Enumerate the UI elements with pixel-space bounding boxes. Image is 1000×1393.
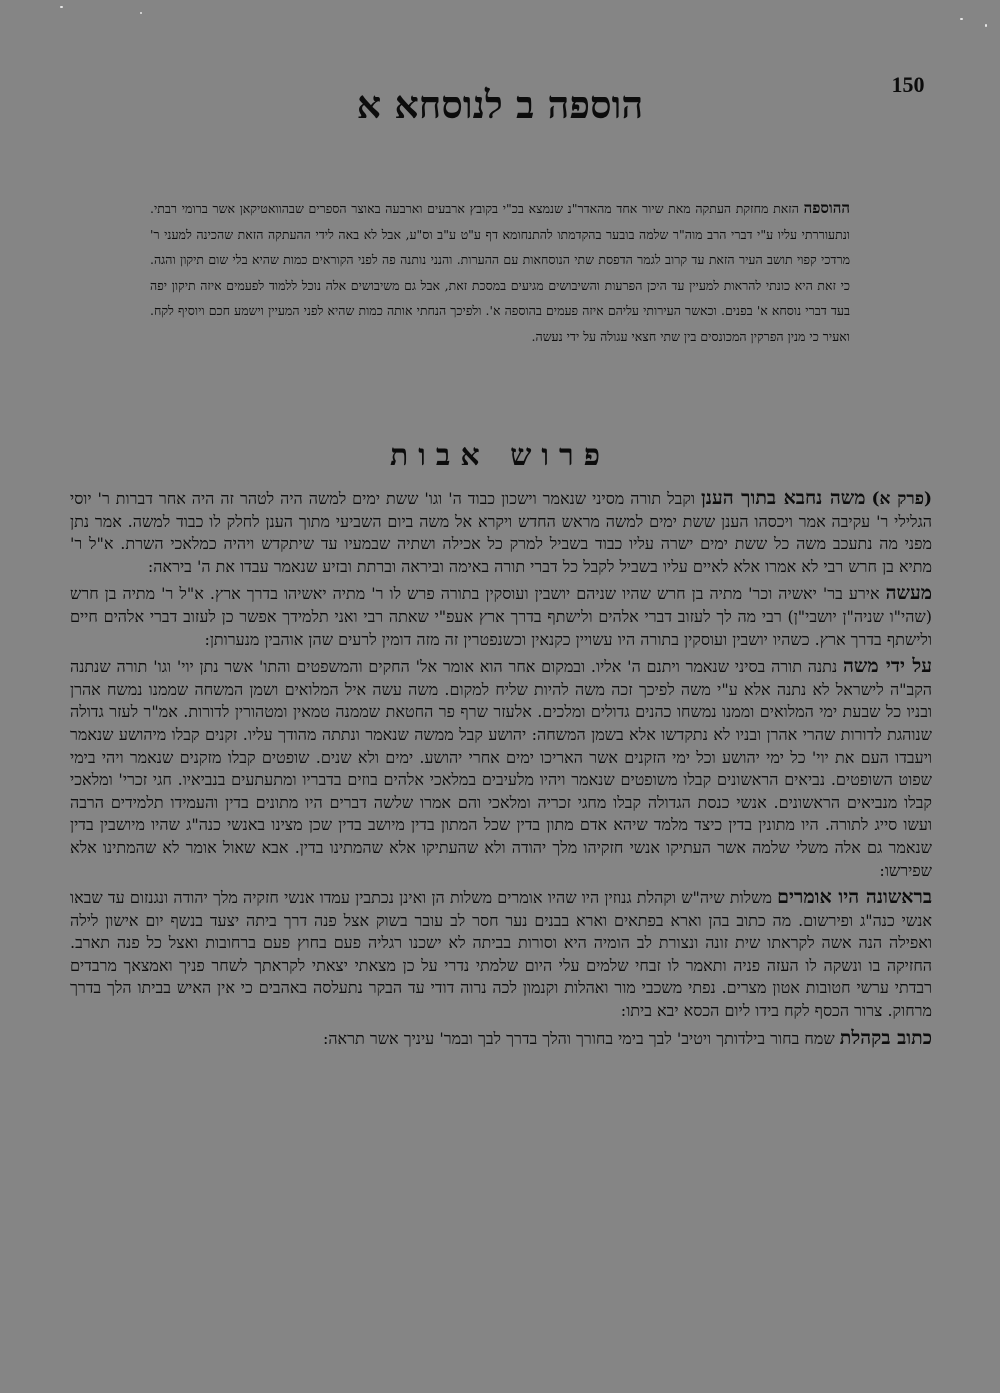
intro-lead-word: ההוספה — [803, 199, 850, 217]
lemma-heading: על ידי משה — [842, 655, 932, 678]
commentary-body — [70, 487, 932, 1050]
commentary-paragraph-4 — [70, 886, 932, 1023]
paragraph-text: משלות שיה"ש וקהלת גנוזין היו שהיו אומרים משלות הן ואינן נכתבין עמדו אנשי חזקיה מלך יהודה ונגנזום עד שבאו אנשי כנה"ג ופירשום. מה כתוב בהן וארא בפתאים וארא בבנים נער חסר לב עובר בשוק אצל פנה דרך ביתה יצעד בנשף יום אישון לילה ואפילה הנה אשה לקראתו שית זונה ונצורת לב הומיה היא וסורות בביתה לא ישכנו רגליה פעם בחוץ פעם ברחובות ואצל כל פנה תארב. החזיקה בו ונשקה לו העזה פניה ותאמר לו זבחי שלמים עלי היום שלמתי נדרי על כן מצאתי יצאתי לקראתך לשחר פניך ואמצאך מרבדים רבדתי ערשי חטובות אטון מצרים. נפתי משכבי מור ואהלות וקנמון לכה נרוה דודי עד הבקר נתעלסה באהבים כי אין האיש בביתו הלך בדרך מרחוק. צרור הכסף לקח בידו ליום הכסא יבא ביתו: — [70, 888, 933, 1021]
page-number: 150 — [891, 72, 925, 97]
chapter-marker: (פרק א) — [871, 489, 932, 509]
paragraph-text: אירע בר' יאשיה וכר' מתיה בן חרש שהיו שניהם יושבין ועוסקין בתורה פרש לו ר' מתיה יאשיהו בדרך ארץ. א"ל ר' מתיה בן חרש (שהי"ו שניה"ן יושבי"ן) רבי מה לך לעזוב דברי אלהים ולישתף בדרך ארץ אעפ"י שאתה רבי ואני תלמידך אפשר כן לעזוב דברי אלהים חיים ולישתף בדרך ארץ. כשהיו יושבין ועוסקין בתורה היו עשויין כקנאין וכשנפטרין זה מזה דומין לרעים שהן אוהבין מנערותן: — [70, 584, 933, 649]
lemma-heading: מעשה — [885, 582, 932, 605]
commentary-paragraph-5 — [70, 1027, 932, 1051]
scan-speck — [60, 6, 63, 8]
commentary-paragraph-3 — [70, 655, 932, 882]
scan-speck — [140, 12, 142, 14]
introduction-note — [150, 196, 850, 349]
section-title: פרוש אבות — [389, 438, 611, 473]
lemma-heading: משה נחבא בתוך הענן — [700, 487, 866, 509]
scan-speck — [960, 18, 963, 20]
lemma-heading: בראשונה היו אומרים — [777, 886, 932, 909]
intro-text: הזאת מחזקת העתקה מאת שיור אחד מהאדר"נ שנמצא בכ"י בקובץ ארבעים וארבעה באוצר הספרים שבהוואטיקאן אשר ברומי רבתי. ונתעוררתי עליו ע"י דברי הרב מוה"ר שלמה בובער בהקדמתו להתנחומא דף ע"ט ע"ב וס"ע, אבל לא באה לידי ההעתקה הזאת שהכינה למעני ר' מרדכי קפוי תושב העיר הזאת עד קרוב לגמר הדפסת שתי הנוסחאות עם ההערות. והנני נותנה פה לפני הקוראים כמות שהיא בלי שום תיקון והגה. כי זאת היא כונתי להראות למעיין עד היכן הפרעות והשיבושים מגיעים במסכת זאת, אבל גם משיבושים אלה נוכל ללמוד לפעמים איזה תיקון יפה בעד דברי נוסחא א' בפנים. וכאשר העירותי עליהם איזה פעמים בהוספה א'. ולפיכך הנחתי אותה כמות שהיא לפני המעיין וישמע חכם ויוסיף לקח. ואעיר כי מנין הפרקין המכונסים בין שתי חצאי עגולה על ידי נעשה. — [150, 201, 850, 344]
paragraph-text: וקבל תורה מסיני שנאמר וישכון כבוד ה' וגו' ששת ימים למשה היה לטהר זה היה אחר דברות ר' יוסי הגלילי ר' עקיבה אמר ויכסהו הענן ששת ימים למשה מראש החדש ויקרא אל משה ביום השביעי מתוך הענן לחלק לו כבוד למשה. אמר נתן מפני מה נתעכב משה כל ששת ימים ישרה עליו כבוד בשביל למרק כל אכילה ושתיה שבמעיו עד שיתקדש ויהיה כמלאכי השרת. א"ל ר' מתיא בן חרש רבי לא אמרו אלא לאיים עליו בשביל לקבל כל דברי תורה באימה וביראה וברתת ובזיע שנאמר עבדו את ה' ביראה: — [70, 489, 932, 576]
commentary-paragraph-1 — [70, 487, 932, 578]
paragraph-text: שמח בחור בילדותך ויטיב' לבך בימי בחורך והלך בדרך לבך ובמר' עיניך אשר תראה: — [322, 1028, 835, 1048]
paragraph-text: נתנה תורה בסיני שנאמר ויתנם ה' אליו. ובמקום אחר הוא אומר אל' החקים והמשפטים והתו' אשר נתן יוי' וגו' תורה שנתנה הקב"ה לישראל לא נתנה אלא ע"י משה לפיכך זכה משה להיות שליח למקום. משה עשה איל המלואים ושמן המשחה שממנו נמשח אהרן ובניו כל שבעת ימי המלואים וממנו נמשחו כהנים גדולים ומלכים. אלעזר שרף פר החטאת שממנה טמאין ומטהורין לדורות. אמ"ר לעזר גדולה שנוהגת לדורות שהרי אהרן ובניו לא נתקדשו אלא בשמן המשחה: יהושע קבל ממשה שנאמר ונתתה מהודך עליו. זקנים קבלו מיהושע שנאמר ויעבדו העם את יוי' כל ימי יהושע וכל ימי הזקנים אשר האריכו ימים אחרי יהושע. ימים ולא שנים. שופטים קבלו מזקנים שנאמר ויהי בימי שפוט השופטים. נביאים הראשונים קבלו משופטים שנאמר ויהיו מלעיבים במלאכי אלהים בוזים בדבריו ומתעתעים בנביאיו. חגי זכרי' ומלאכי קבלו מנביאים הראשונים. אנשי כנסת הגדולה קבלו מחגי זכריה ומלאכי והם אמרו שלשה דברים היו מתונים בדין והעמידו תלמידים הרבה ועשו סייג לתורה. היו מתונין בדין כיצד מלמד שיהא אדם מתון בדין שכל המתון בדין מיושב בדין שכן מצינו באנשי כנה"ג שהיו מיושבין בדין שנאמר גם אלה משלי שלמה אשר העתיקו אנשי חזקיהו מלך יהודה ולא שהעתיקו אלא שהמתינו בדין. אבא שאול אומר לא שהמתינו אלא שפירשו: — [70, 657, 933, 880]
commentary-paragraph-2 — [70, 582, 932, 651]
scan-speck — [985, 24, 987, 27]
main-title: הוספה ב לנוסחא א — [356, 82, 644, 127]
lemma-heading: כתוב בקהלת — [839, 1026, 932, 1049]
